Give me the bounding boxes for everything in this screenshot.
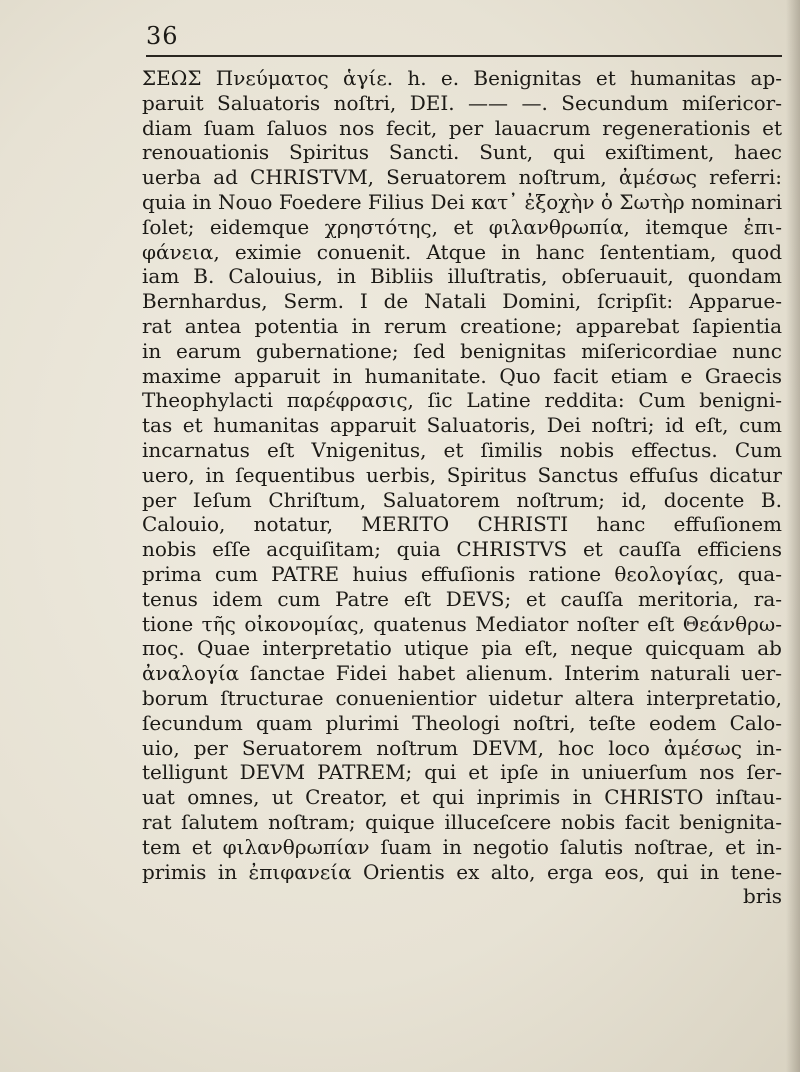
text-line: quia in Nouo Foedere Filius Dei κατ᾽ ἐξοχὴν ὁ Σωτὴρ nominari [142, 189, 782, 214]
text-line: maxime apparuit in humanitate. Quo facit etiam e Graecis [142, 363, 782, 388]
text-line: uero, in ſequentibus uerbis, Spiritus Sanctus effuſus dicatur [142, 462, 782, 487]
text-line: Theophylacti παρέφρασις, ſic Latine reddita: Cum benigni- [142, 388, 782, 413]
text-line: tione τῆς οἰκονομίας, quatenus Mediator noſter eſt Θεάνθρω- [142, 611, 782, 636]
text-line: rat ſalutem noſtram; quique illuceſcere nobis facit benignita- [142, 809, 782, 834]
text-line: paruit Saluatoris noſtri, DEI. —— —. Secundum miſericor- [142, 90, 782, 115]
text-line: πος. Quae interpretatio utique pia eſt, neque quicquam ab [142, 636, 782, 661]
text-line: borum ſtructurae conuenientior uidetur altera interpretatio, [142, 685, 782, 710]
text-line: per Ieſum Chriſtum, Saluatorem noſtrum; id, docente B. [142, 487, 782, 512]
text-line: tem et φιλανθρωπίαν ſuam in negotio ſalutis noſtrae, et in- [142, 834, 782, 859]
text-line: incarnatus eſt Vnigenitus, et ſimilis nobis effectus. Cum [142, 437, 782, 462]
text-line: φάνεια, eximie conuenit. Atque in hanc ſententiam, quod [142, 239, 782, 264]
text-line: Calouio, notatur, MERITO CHRISTI hanc effuſionem [142, 512, 782, 537]
body-text [142, 66, 782, 909]
text-line: renouationis Spiritus Sancti. Sunt, qui exiſtiment, haec [142, 140, 782, 165]
text-line: uerba ad CHRISTVM, Seruatorem noſtrum, ἀμέσως referri: [142, 165, 782, 190]
text-line: tas et humanitas apparuit Saluatoris, Dei noſtri; id eſt, cum [142, 413, 782, 438]
text-line: rat antea potentia in rerum creatione; apparebat ſapientia [142, 313, 782, 338]
text-line: telligunt DEVM PATREM; qui et ipſe in uniuerſum nos ſer- [142, 760, 782, 785]
text-line: Bernhardus, Serm. I de Natali Domini, ſcripſit: Apparue- [142, 289, 782, 314]
page-edge-shadow [786, 0, 800, 1072]
text-line: ΣΕΩΣ Πνεύματος ἁγίε. h. e. Benignitas et humanitas ap- [142, 66, 782, 90]
text-line: ſecundum quam plurimi Theologi noſtri, teſte eodem Calo- [142, 710, 782, 735]
text-line: in earum gubernatione; ſed benignitas miſericordiae nunc [142, 338, 782, 363]
text-line: diam ſuam ſaluos nos fecit, per lauacrum regenerationis et [142, 115, 782, 140]
text-line: primis in ἐπιφανεία Orientis ex alto, erga eos, qui in tene- [142, 859, 782, 884]
catchword: bris [742, 884, 782, 909]
text-line: uio, per Seruatorem noſtrum DEVM, hoc loco ἀμέσως in- [142, 735, 782, 760]
header-rule [146, 55, 782, 57]
text-line: uat omnes, ut Creator, et qui inprimis in CHRISTO inſtau- [142, 785, 782, 810]
text-line: nobis eſſe acquiſitam; quia CHRISTVS et cauſſa efficiens [142, 537, 782, 562]
text-line: iam B. Calouius, in Bibliis illuſtratis, obſeruauit, quondam [142, 264, 782, 289]
text-line: tenus idem cum Patre eſt DEVS; et cauſſa meritoria, ra- [142, 586, 782, 611]
text-line: ἀναλογία ſanctae Fidei habet alienum. Interim naturali uer- [142, 661, 782, 686]
page-number: 36 [146, 22, 179, 50]
text-line: prima cum PATRE huius effuſionis ratione θεολογίας, qua- [142, 561, 782, 586]
text-line: ſolet; eidemque χρηστότης, et φιλανθρωπία, itemque ἐπι- [142, 214, 782, 239]
